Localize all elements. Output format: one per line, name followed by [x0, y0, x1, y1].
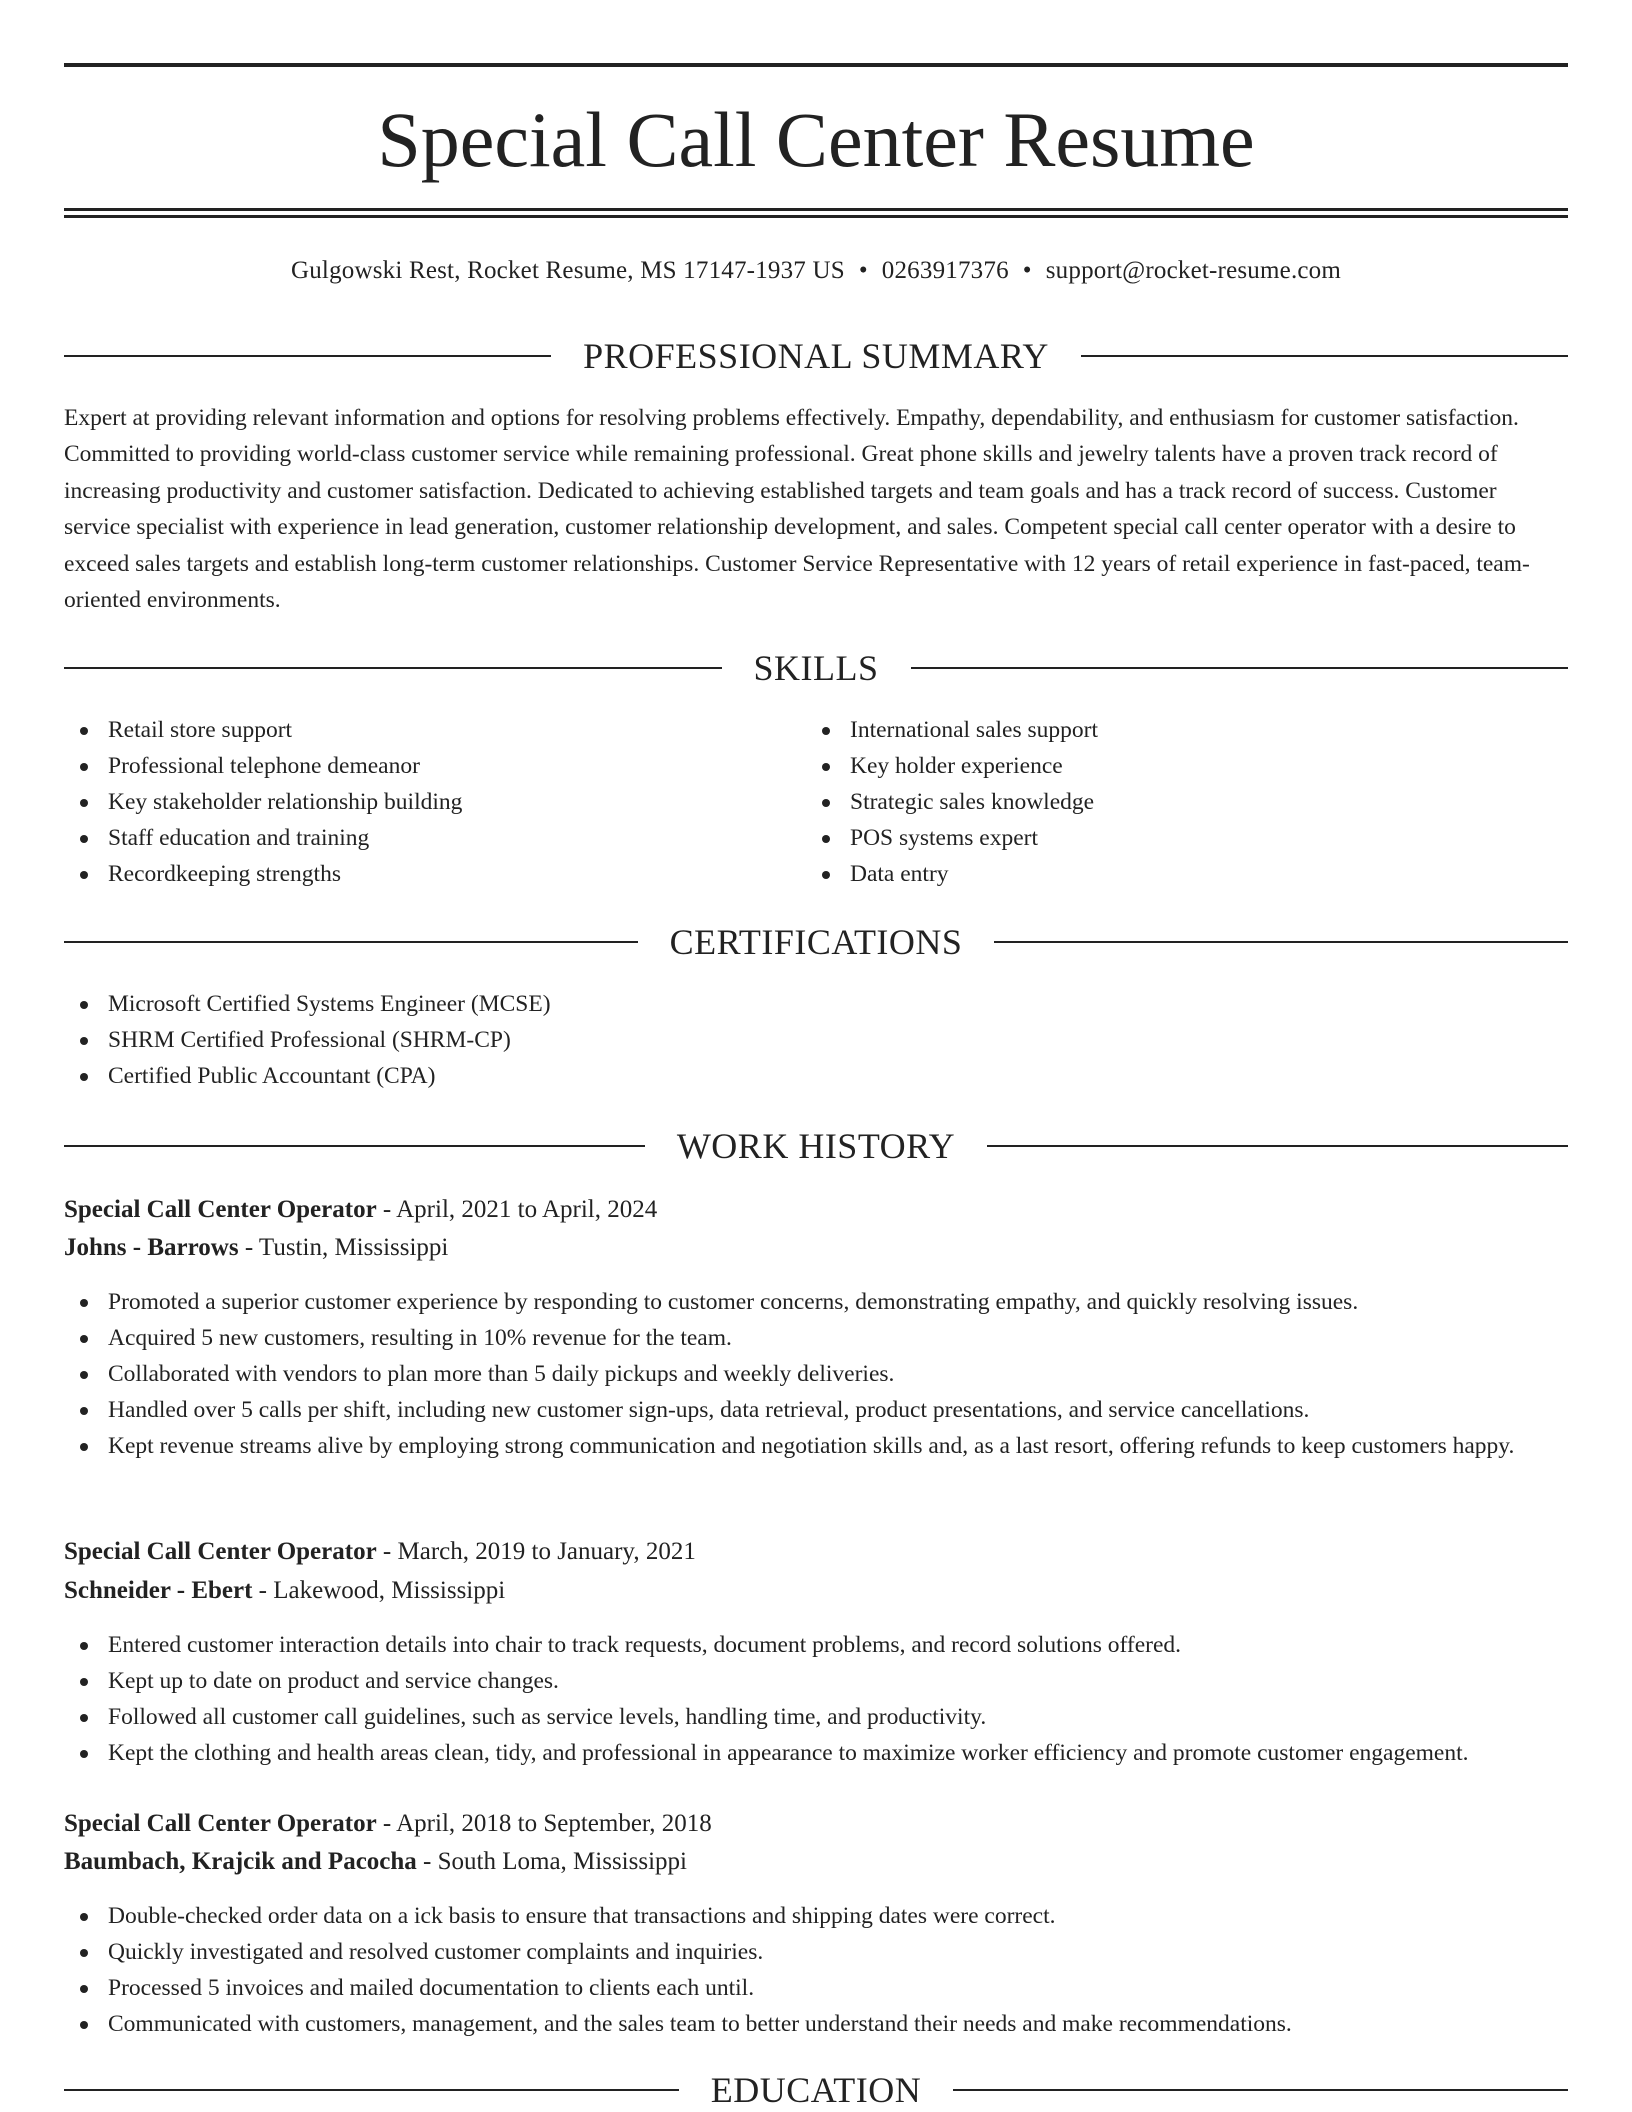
section-title: CERTIFICATIONS [669, 922, 963, 962]
job-location: - South Loma, Mississippi [416, 1848, 687, 1875]
job-dates: - April, 2021 to April, 2024 [376, 1196, 658, 1223]
skill-item: International sales support [806, 712, 1546, 748]
job-bullet: Kept up to date on product and service changes. [64, 1663, 1568, 1699]
job-title: Special Call Center Operator [64, 1810, 377, 1837]
contact-address: Gulgowski Rest, Rocket Resume, MS 17147-1937 US [290, 257, 845, 284]
contact-line [64, 254, 1568, 288]
section-heading-education [64, 2068, 1568, 2112]
section-title: WORK HISTORY [676, 1126, 956, 1166]
job-company: Johns - Barrows [64, 1234, 239, 1261]
job-dates: - March, 2019 to January, 2021 [376, 1538, 696, 1565]
heading-rule [64, 941, 638, 943]
job-duties [64, 1284, 1568, 1464]
job-bullet: Followed all customer call guidelines, such as service levels, handling time, and productivity. [64, 1699, 1568, 1735]
section-heading-work-history [64, 1124, 1568, 1168]
job-title-line [64, 1191, 1568, 1229]
skills-list-right [806, 712, 1546, 892]
skill-item: POS systems expert [806, 820, 1546, 856]
job-bullet: Communicated with customers, management, and the sales team to better understand their needs and make recommendations. [64, 2006, 1568, 2042]
contact-email: support@rocket-resume.com [1045, 257, 1342, 284]
skills-column-right [806, 712, 1546, 892]
summary-text: Expert at providing relevant information and options for resolving problems effectively. Empathy, dependability, and enthusiasm for customer satisfaction. Committed to providing world-class customer service while remaining professional. Great phone skills and jewelry talents have a proven track record of increasing productivity and customer satisfaction. Dedicated to achieving established targets and team goals and has a track record of success. Customer service specialist with experience in lead generation, customer relationship development, and sales. Competent special call center operator with a desire to exceed sales targets and establish long-term customer relationships. Customer Service Representative with 12 years of retail experience in fast-paced, team-oriented environments. [64, 405, 1530, 614]
job-bullet: Kept revenue streams alive by employing strong communication and negotiation skills and, as a last resort, offering refunds to keep customers happy. [64, 1428, 1568, 1464]
job-company-line [64, 1572, 1568, 1610]
heading-rule [911, 667, 1569, 669]
job-bullet: Promoted a superior customer experience by responding to customer concerns, demonstrating empathy, and quickly resolving issues. [64, 1284, 1568, 1320]
certifications-list [64, 986, 1568, 1094]
job-bullet: Kept the clothing and health areas clean, tidy, and professional in appearance to maximize worker efficiency and promote customer engagement. [64, 1735, 1568, 1771]
skill-item: Data entry [806, 856, 1546, 892]
certifications-block [64, 986, 1568, 1094]
job-company: Schneider - Ebert [64, 1577, 253, 1604]
section-heading-skills [64, 646, 1568, 690]
heading-rule [987, 1145, 1568, 1147]
page-title: Special Call Center Resume [377, 96, 1255, 183]
title-rule-upper [64, 208, 1568, 211]
heading-rule [64, 355, 551, 357]
contact-phone: 0263917376 [881, 257, 1009, 284]
title-rule-lower [64, 215, 1568, 218]
job-location: - Lakewood, Mississippi [252, 1577, 506, 1604]
job-title-line [64, 1533, 1568, 1571]
certification-item: SHRM Certified Professional (SHRM-CP) [64, 1022, 1568, 1058]
job-location: - Tustin, Mississippi [238, 1234, 449, 1261]
section-title: EDUCATION [710, 2070, 922, 2110]
job-bullet: Double-checked order data on a ick basis to ensure that transactions and shipping dates were correct. [64, 1898, 1568, 1934]
heading-rule [1081, 355, 1568, 357]
skill-item: Recordkeeping strengths [64, 856, 804, 892]
job-title-line [64, 1805, 1568, 1843]
heading-rule [64, 667, 722, 669]
contact-separator: • [1022, 257, 1032, 284]
job-bullet: Collaborated with vendors to plan more than 5 daily pickups and weekly deliveries. [64, 1356, 1568, 1392]
heading-rule [994, 941, 1568, 943]
job-bullets [64, 1284, 1568, 1464]
skill-item: Professional telephone demeanor [64, 748, 804, 784]
top-rule [64, 63, 1568, 67]
section-title: PROFESSIONAL SUMMARY [583, 336, 1049, 376]
heading-rule [64, 2089, 679, 2091]
skills-list-left [64, 712, 804, 892]
job-title: Special Call Center Operator [64, 1538, 377, 1565]
section-heading-certifications [64, 920, 1568, 964]
certification-item: Certified Public Accountant (CPA) [64, 1058, 1568, 1094]
job-bullet: Entered customer interaction details into chair to track requests, document problems, and record solutions offered. [64, 1627, 1568, 1663]
skill-item: Key stakeholder relationship building [64, 784, 804, 820]
skills-column-left [64, 712, 804, 892]
skill-item: Retail store support [64, 712, 804, 748]
skill-item: Key holder experience [806, 748, 1546, 784]
job-company: Baumbach, Krajcik and Pacocha [64, 1848, 417, 1875]
job-dates: - April, 2018 to September, 2018 [376, 1810, 712, 1837]
job-title: Special Call Center Operator [64, 1196, 377, 1223]
heading-rule [64, 1145, 645, 1147]
section-title: SKILLS [753, 648, 879, 688]
contact-separator: • [858, 257, 868, 284]
job-bullet: Quickly investigated and resolved customer complaints and inquiries. [64, 1934, 1568, 1970]
job-company-line [64, 1229, 1568, 1267]
heading-rule [953, 2089, 1568, 2091]
job-company-line [64, 1843, 1568, 1881]
job-bullet: Acquired 5 new customers, resulting in 10% revenue for the team. [64, 1320, 1568, 1356]
skill-item: Strategic sales knowledge [806, 784, 1546, 820]
section-heading-summary [64, 334, 1568, 378]
job-bullet: Processed 5 invoices and mailed documentation to clients each until. [64, 1970, 1568, 2006]
job-duties [64, 1898, 1568, 2042]
certification-item: Microsoft Certified Systems Engineer (MCSE) [64, 986, 1568, 1022]
job-bullets [64, 1627, 1568, 1771]
job-bullets [64, 1898, 1568, 2042]
job-duties [64, 1627, 1568, 1771]
job-bullet: Handled over 5 calls per shift, including new customer sign-ups, data retrieval, product presentations, and service cancellations. [64, 1392, 1568, 1428]
skill-item: Staff education and training [64, 820, 804, 856]
